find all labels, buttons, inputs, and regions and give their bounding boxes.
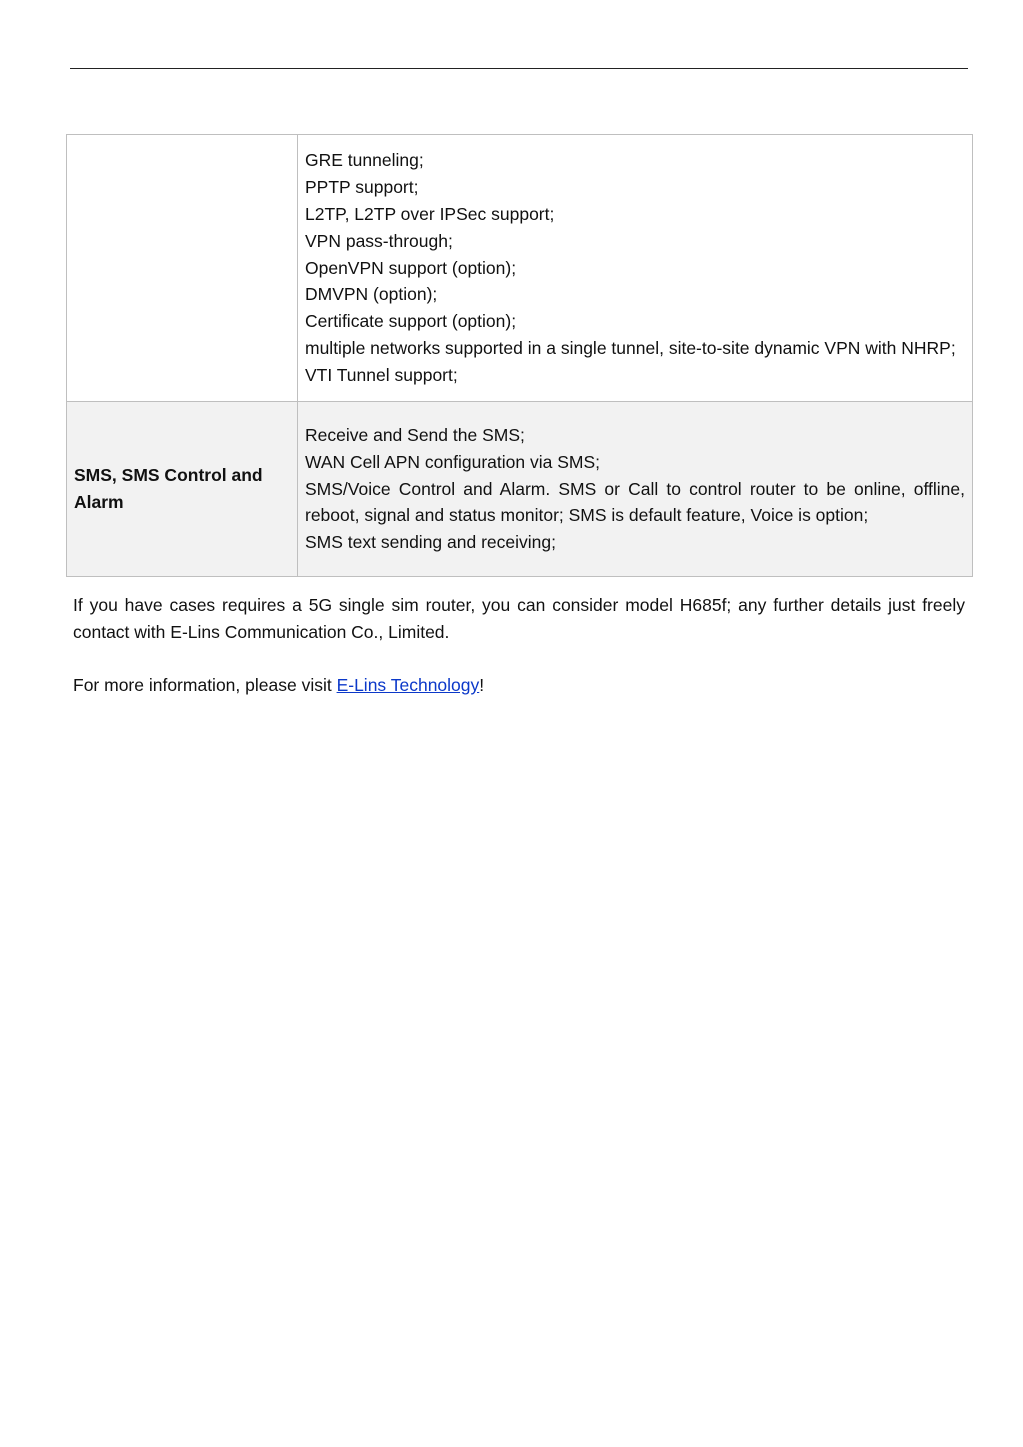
table-row: [67, 402, 973, 577]
details-cell: [298, 402, 973, 577]
detail-line: WAN Cell APN configuration via SMS;: [305, 451, 601, 472]
detail-line: VPN pass-through;: [305, 230, 453, 251]
feature-name: SMS, SMS Control and Alarm: [74, 465, 263, 512]
detail-line: multiple networks supported in a single tunnel, site-to-site dynamic VPN with NHRP; VTI Tunnel support;: [305, 337, 956, 385]
more-info-suffix: !: [479, 675, 485, 695]
detail-line: Receive and Send the SMS;: [305, 425, 525, 445]
details-cell: [298, 135, 973, 402]
header-divider: [70, 68, 968, 69]
detail-line: L2TP, L2TP over IPSec support;: [305, 204, 555, 224]
elins-technology-link[interactable]: E-Lins Technology: [336, 675, 480, 695]
detail-line: SMS text sending and receiving;: [305, 532, 556, 553]
feature-cell: [67, 135, 298, 402]
recommendation-paragraph: If you have cases requires a 5G single sim router, you can consider model H685f; any further details just freely contact with E-Lins Communication Co., Limited.: [73, 595, 965, 642]
detail-line: PPTP support;: [305, 177, 419, 198]
more-info-paragraph: [73, 672, 965, 699]
table-row: [67, 135, 973, 402]
spec-table: [66, 134, 973, 577]
more-info-prefix: For more information, please visit: [73, 675, 337, 695]
detail-line: OpenVPN support (option);: [305, 257, 517, 278]
feature-cell: [67, 402, 298, 577]
detail-line: SMS/Voice Control and Alarm. SMS or Call to control router to be online, offline, reboot, signal and status monitor; SMS is default feature, Voice is option;: [305, 478, 965, 526]
detail-line: DMVPN (option);: [305, 284, 438, 305]
detail-line: GRE tunneling;: [305, 150, 424, 171]
detail-line: Certificate support (option);: [305, 311, 517, 332]
